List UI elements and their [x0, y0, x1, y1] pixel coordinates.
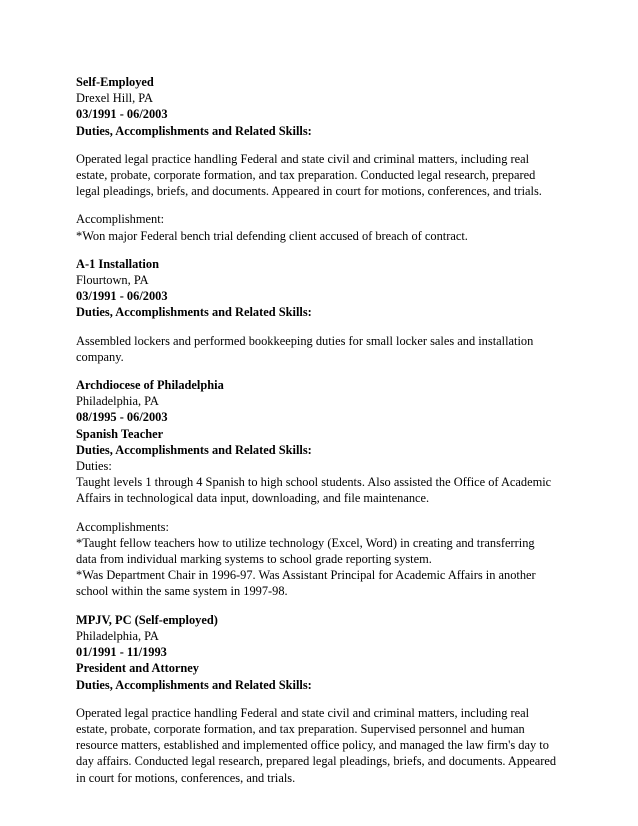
accomplishment-line: school within the same system in 1997-98. — [76, 584, 288, 599]
duties-line: day affairs. Conducted legal research, prepared legal pleadings, briefs, and documents. Appeared — [76, 754, 557, 769]
job-entry-archdiocese — [76, 377, 576, 612]
accomplishment-line: *Won major Federal bench trial defending client accused of breach of contract. — [76, 228, 468, 243]
duties-line: Affairs in technological data input, downloading, and file maintenance. — [76, 491, 430, 506]
duties-line: Assembled lockers and performed bookkeeping duties for small locker sales and installation — [76, 333, 534, 348]
job-title: President and Attorney — [76, 661, 199, 676]
duties-line: legal pleadings, briefs, and documents. Appeared in court for motions, conferences, and trials. — [76, 184, 542, 199]
employer-name: MPJV, PC (Self-employed) — [76, 612, 218, 627]
job-dates: 01/1991 - 11/1993 — [76, 645, 167, 660]
accomplishment-label: Accomplishment: — [76, 212, 165, 227]
spacer — [76, 199, 576, 211]
job-title: Spanish Teacher — [76, 426, 164, 441]
duties-label: Duties: — [76, 459, 112, 474]
spacer — [76, 600, 576, 612]
job-entry-self-employed — [76, 74, 576, 256]
job-dates: 03/1991 - 06/2003 — [76, 289, 168, 304]
duties-line: estate, probate, corporate formation, and tax preparation. Supervised personnel and human — [76, 721, 525, 736]
spacer — [76, 365, 576, 377]
employer-name: Self-Employed — [76, 75, 154, 89]
duties-line: Operated legal practice handling Federal and state civil and criminal matters, including real — [76, 705, 530, 720]
employer-name: Archdiocese of Philadelphia — [76, 378, 224, 393]
accomplishment-line: data from individual marking systems to school grade reporting system. — [76, 552, 432, 567]
job-location: Flourtown, PA — [76, 273, 149, 288]
section-heading: Duties, Accomplishments and Related Skills: — [76, 123, 312, 138]
section-heading: Duties, Accomplishments and Related Skills: — [76, 305, 312, 320]
duties-line: in court for motions, conferences, and trials. — [76, 770, 296, 785]
work-history — [76, 74, 576, 786]
job-entry-mpjv — [76, 612, 576, 786]
spacer — [76, 139, 576, 151]
job-dates: 03/1991 - 06/2003 — [76, 107, 168, 122]
duties-line: Operated legal practice handling Federal and state civil and criminal matters, including real — [76, 151, 530, 166]
job-location: Philadelphia, PA — [76, 394, 159, 409]
spacer — [76, 693, 576, 705]
section-heading: Duties, Accomplishments and Related Skills: — [76, 442, 312, 457]
job-location: Philadelphia, PA — [76, 628, 159, 643]
job-dates: 08/1995 - 06/2003 — [76, 410, 168, 425]
section-heading: Duties, Accomplishments and Related Skills: — [76, 677, 312, 692]
accomplishment-line: *Was Department Chair in 1996-97. Was Assistant Principal for Academic Affairs in another — [76, 568, 536, 583]
accomplishment-label: Accomplishments: — [76, 519, 169, 534]
duties-line: company. — [76, 349, 124, 364]
duties-line: resource matters, established and implemented office policy, and managed the law firm's day to — [76, 738, 549, 753]
spacer — [76, 244, 576, 256]
job-entry-a1-installation — [76, 256, 576, 377]
accomplishment-line: *Taught fellow teachers how to utilize technology (Excel, Word) in creating and transferring — [76, 535, 535, 550]
spacer — [76, 507, 576, 519]
job-location: Drexel Hill, PA — [76, 91, 153, 106]
spacer — [76, 321, 576, 333]
duties-line: estate, probate, corporate formation, and tax preparation. Conducted legal research, prepared — [76, 168, 536, 183]
employer-name: A-1 Installation — [76, 256, 159, 271]
duties-line: Taught levels 1 through 4 Spanish to high school students. Also assisted the Office of Academic — [76, 475, 552, 490]
